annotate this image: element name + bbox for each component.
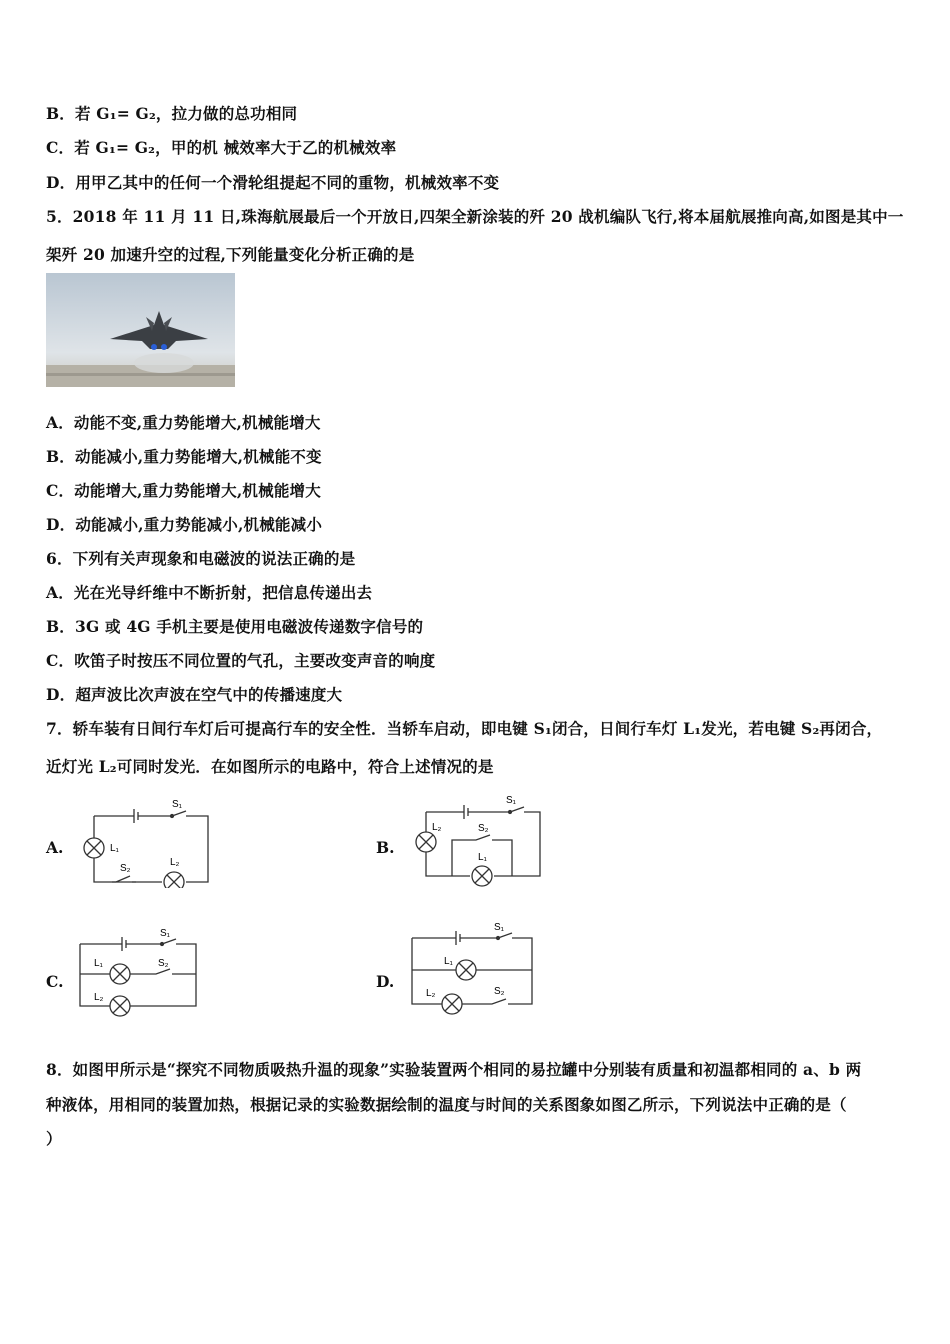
q5-stem-line1: 5．2018 年 11 月 11 日,珠海航展最后一个开放日,四架全新涂装的歼 20 战机编队飞行,将本届航展推向高,如图是其中一 — [46, 207, 904, 226]
q4-option-c: C．若 G₁= G₂，甲的机 械效率大于乙的机械效率 — [46, 138, 397, 157]
circuit-c-s1: S₁ — [160, 928, 171, 939]
q6-option-b: B．3G 或 4G 手机主要是使用电磁波传递数字信号的 — [46, 617, 424, 636]
q5-stem-line2: 架歼 20 加速升空的过程,下列能量变化分析正确的是 — [46, 245, 415, 264]
circuit-c-diagram — [76, 926, 206, 1026]
circuit-a-s2: S₂ — [120, 863, 131, 874]
circuit-b-s2: S₂ — [478, 823, 489, 834]
circuit-b-diagram — [408, 792, 548, 892]
q4-option-b: B．若 G₁= G₂，拉力做的总功相同 — [46, 104, 298, 123]
circuit-b-l2: L₂ — [432, 822, 442, 833]
circuit-c-label: C. — [46, 972, 64, 991]
q4-option-d: D．用甲乙其中的任何一个滑轮组提起不同的重物，机械效率不变 — [46, 173, 500, 192]
q6-option-c: C．吹笛子时按压不同位置的气孔，主要改变声音的响度 — [46, 651, 436, 670]
circuit-d-l2: L₂ — [426, 988, 436, 999]
q8-stem-line2: 种液体，用相同的装置加热，根据记录的实验数据绘制的温度与时间的关系图象如图乙所示，下列说法中正确的是（ — [46, 1095, 847, 1114]
circuit-a-l2: L₂ — [170, 857, 180, 868]
q5-option-a: A．动能不变,重力势能增大,机械能增大 — [46, 413, 321, 432]
circuit-a-l1: L₁ — [110, 843, 119, 854]
circuit-a-s1: S₁ — [172, 799, 183, 810]
circuit-d-s2: S₂ — [494, 986, 505, 997]
q6-stem: 6．下列有关声现象和电磁波的说法正确的是 — [46, 549, 356, 568]
circuit-d-diagram — [408, 920, 538, 1024]
circuit-b-label: B. — [376, 838, 395, 857]
circuit-c-l1: L₁ — [94, 958, 103, 969]
circuit-d-label: D. — [376, 972, 395, 991]
q6-option-a: A．光在光导纤维中不断折射，把信息传递出去 — [46, 583, 373, 602]
circuit-a-diagram — [76, 796, 216, 888]
q5-option-b: B．动能减小,重力势能增大,机械能不变 — [46, 447, 322, 466]
circuit-a-label: A. — [46, 838, 64, 857]
circuit-b-s1: S₁ — [506, 795, 517, 806]
circuit-d-l1: L₁ — [444, 956, 453, 967]
q5-option-c: C．动能增大,重力势能增大,机械能增大 — [46, 481, 321, 500]
q7-stem-line2: 近灯光 L₂可同时发光．在如图所示的电路中，符合上述情况的是 — [46, 757, 494, 776]
q7-stem-line1: 7．轿车装有日间行车灯后可提高行车的安全性．当轿车启动，即电键 S₁闭合，日间行车灯 L₁发光，若电键 S₂再闭合， — [46, 719, 883, 738]
q5-option-d: D．动能减小,重力势能减小,机械能减小 — [46, 515, 323, 534]
q8-stem-line3: ） — [46, 1129, 62, 1148]
fighter-jet-photo — [46, 273, 235, 387]
circuit-c-l2: L₂ — [94, 992, 104, 1003]
circuit-d-s1: S₁ — [494, 922, 505, 933]
circuit-c-s2: S₂ — [158, 958, 169, 969]
q6-option-d: D．超声波比次声波在空气中的传播速度大 — [46, 685, 343, 704]
q8-stem-line1: 8．如图甲所示是“探究不同物质吸热升温的现象”实验装置两个相同的易拉罐中分别装有质量和初温都相同的 a、b 两 — [46, 1060, 862, 1079]
circuit-b-l1: L₁ — [478, 852, 487, 863]
